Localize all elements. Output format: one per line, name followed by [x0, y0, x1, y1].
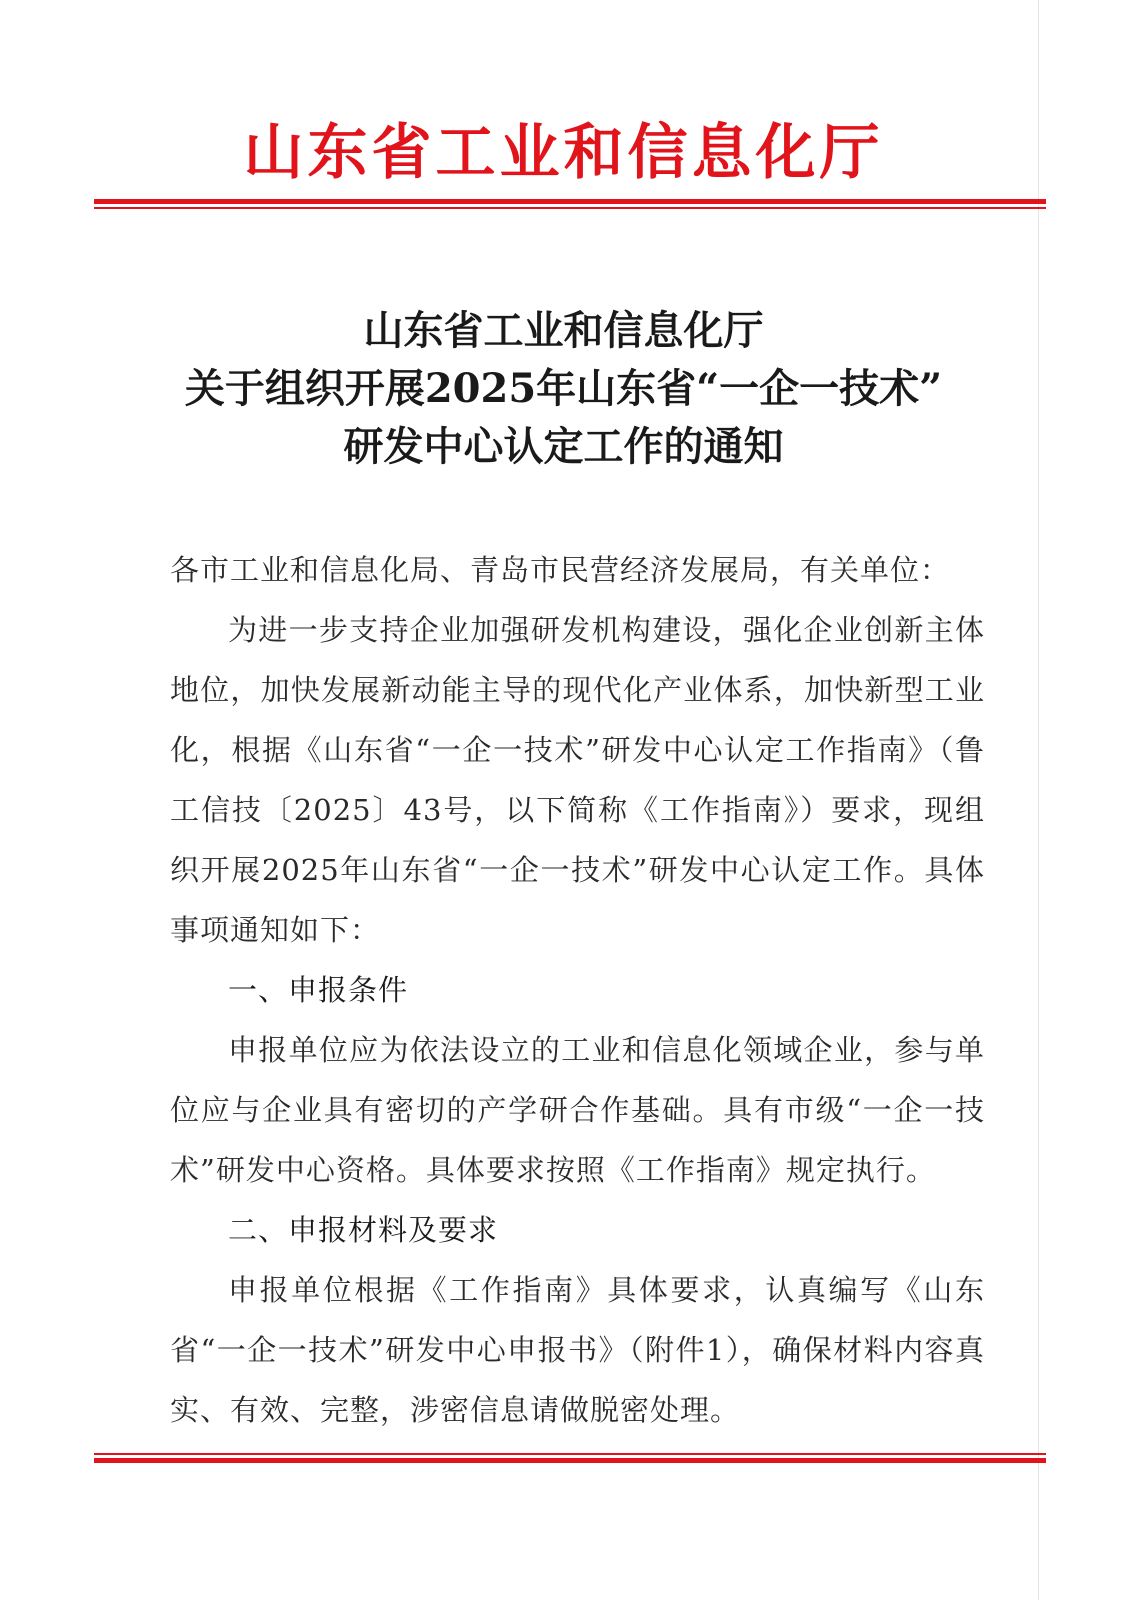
salutation: 各市工业和信息化局、青岛市民营经济发展局，有关单位： — [170, 553, 951, 587]
title-line-2: 关于组织开展2025年山东省“一企一技术” — [184, 365, 943, 412]
section-1-paragraph: 申报单位应为依法设立的工业和信息化领域企业，参与单位应与企业具有密切的产学研合作基础。具有市级“一企一技术”研发中心资格。具体要求按照《工作指南》规定执行。 — [170, 1033, 985, 1187]
title-line-3: 研发中心认定工作的通知 — [343, 423, 784, 470]
header-red-rule — [94, 199, 1046, 209]
footer-red-rule — [94, 1453, 1046, 1463]
document-body — [170, 540, 985, 1440]
intro-paragraph: 为进一步支持企业加强研发机构建设，强化企业创新主体地位，加快发展新动能主导的现代化产业体系，加快新型工业化，根据《山东省“一企一技术”研发中心认定工作指南》（鲁工信技〔2025〕43号，以下简称《工作指南》）要求，现组织开展2025年山东省“一企一技术”研发中心认定工作。具体事项通知如下： — [170, 613, 985, 947]
issuer-header: 山东省工业和信息化厅 — [243, 118, 884, 188]
section-2-heading: 二、申报材料及要求 — [228, 1213, 499, 1247]
title-line-1: 山东省工业和信息化厅 — [363, 307, 764, 354]
section-2-paragraph: 申报单位根据《工作指南》具体要求，认真编写《山东省“一企一技术”研发中心申报书》（附件1），确保材料内容真实、有效、完整，涉密信息请做脱密处理。 — [170, 1273, 985, 1427]
section-1-heading: 一、申报条件 — [228, 973, 409, 1007]
page-edge-line — [1038, 0, 1039, 1600]
document-title — [0, 302, 1127, 476]
